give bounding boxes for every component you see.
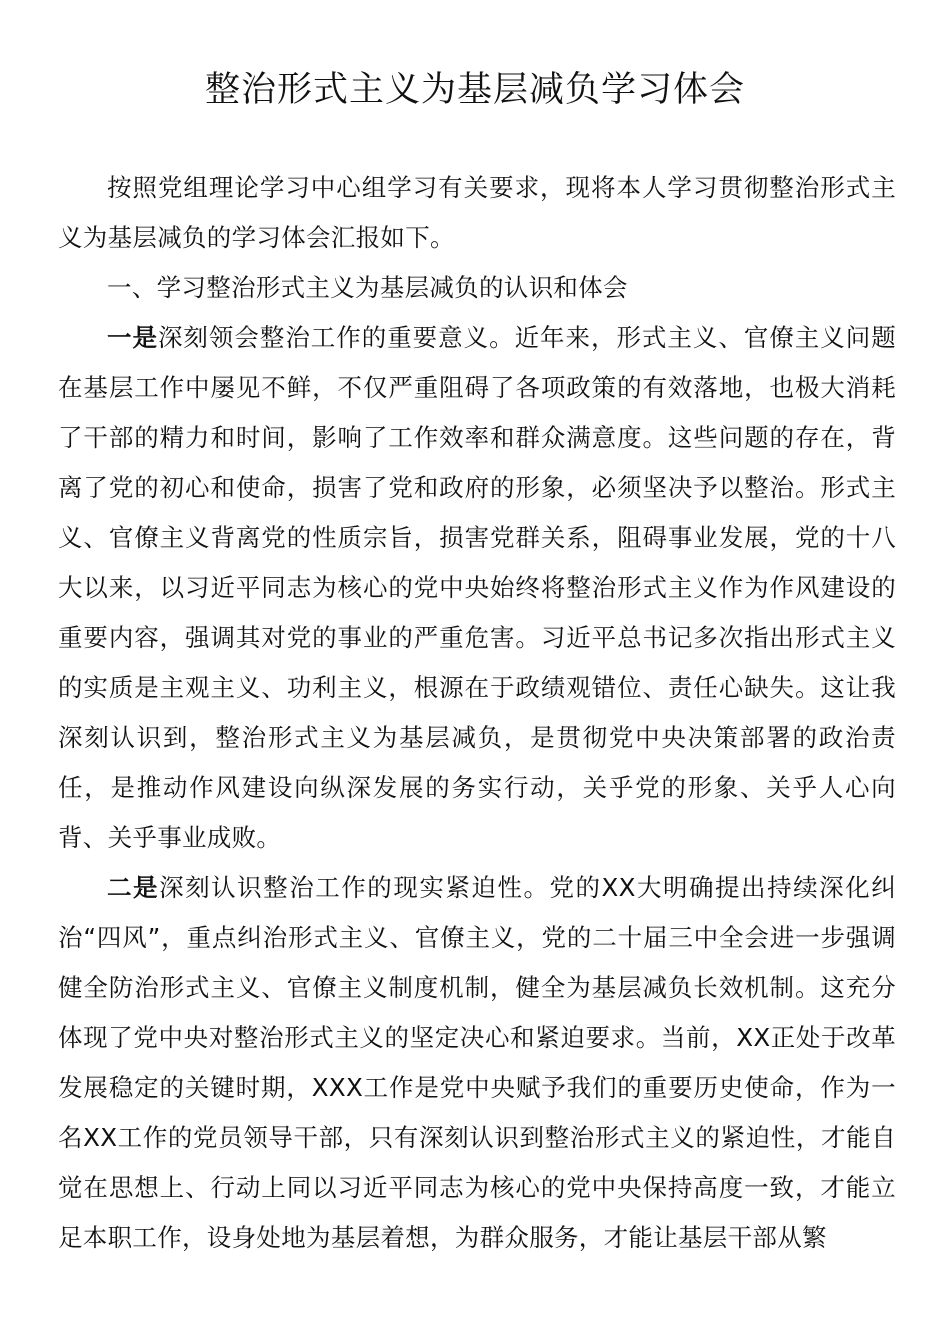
point-paragraph-1 [58,313,896,863]
document-body [58,163,896,1263]
point-lead-2: 二是 [107,873,160,902]
point-lead-1: 一是 [107,323,158,352]
document-title: 整治形式主义为基层减负学习体会 [204,70,745,110]
intro-paragraph: 按照党组理论学习中心组学习有关要求，现将本人学习贯彻整治形式主义为基层减负的学习体会汇报如下。 [58,173,896,252]
point-text-2: 深刻认识整治工作的现实紧迫性。党的XX大明确提出持续深化纠治“四风”，重点纠治形式主义、官僚主义，党的二十届三中全会进一步强调健全防治形式主义、官僚主义制度机制，健全为基层减负长效机制。这充分体现了党中央对整治形式主义的坚定决心和紧迫要求。当前，XX正处于改革发展稳定的关键时期，XXX工作是党中央赋予我们的重要历史使命，作为一名XX工作的党员领导干部，只有深刻认识到整治形式主义的紧迫性，才能自觉在思想上、行动上同以习近平同志为核心的党中央保持高度一致，才能立足本职工作，设身处地为基层着想，为群众服务，才能让基层干部从繁 [58,873,896,1252]
point-paragraph-2 [58,863,896,1263]
section-heading: 一、学习整治形式主义为基层减负的认识和体会 [107,273,628,302]
point-text-1: 深刻领会整治工作的重要意义。近年来，形式主义、官僚主义问题在基层工作中屡见不鲜，不仅严重阻碍了各项政策的有效落地，也极大消耗了干部的精力和时间，影响了工作效率和群众满意度。这些问题的存在，背离了党的初心和使命，损害了党和政府的形象，必须坚决予以整治。形式主义、官僚主义背离党的性质宗旨，损害党群关系，阻碍事业发展，党的十八大以来，以习近平同志为核心的党中央始终将整治形式主义作为作风建设的重要内容，强调其对党的事业的严重危害。习近平总书记多次指出形式主义的实质是主观主义、功利主义，根源在于政绩观错位、责任心缺失。这让我深刻认识到，整治形式主义为基层减负，是贯彻党中央决策部署的政治责任，是推动作风建设向纵深发展的务实行动，关乎党的形象、关乎人心向背、关乎事业成败。 [58,323,896,852]
